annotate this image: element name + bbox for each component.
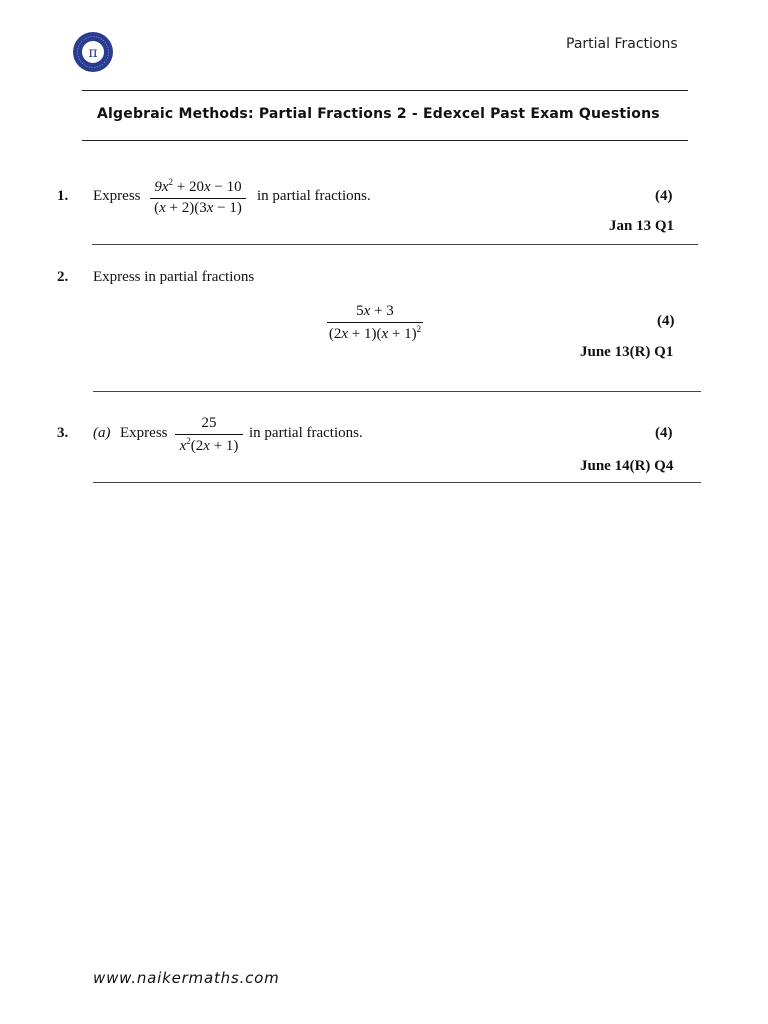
question-part (93, 425, 111, 442)
svg-text:π: π (88, 45, 98, 61)
marks: (4) (657, 313, 675, 329)
naikermaths-logo (72, 31, 114, 73)
question-text: Express in partial fractions (93, 269, 255, 285)
question-source: Jan 13 Q1 (609, 218, 675, 234)
fraction-numerator: 5x + 3 (356, 303, 394, 319)
page-title: Algebraic Methods: Partial Fractions 2 - Edexcel Past Exam Questions (97, 106, 660, 122)
question-number: 3. (57, 425, 69, 441)
question-fraction (150, 177, 246, 217)
question-number: 1. (57, 188, 69, 204)
question-text: in partial fractions. (249, 425, 363, 441)
fraction-numerator: 25 (201, 415, 217, 431)
marks: (4) (655, 425, 673, 441)
header-rule-bottom (82, 140, 688, 141)
fraction-denominator: (x + 2)(3x − 1) (154, 200, 242, 216)
question-fraction (175, 415, 243, 455)
question-text: Express (93, 188, 141, 204)
fraction-bar (175, 434, 243, 435)
header-topic: Partial Fractions (566, 36, 678, 52)
fraction-bar (327, 322, 423, 323)
question-number: 2. (57, 269, 69, 285)
question-source: June 14(R) Q4 (580, 458, 674, 474)
fraction-denominator: $x^2(2x + 1)$ (179, 436, 239, 454)
question-source: June 13(R) Q1 (580, 344, 674, 360)
fraction-bar (150, 198, 246, 199)
question-fraction (327, 303, 423, 343)
question-text: in partial fractions. (257, 188, 371, 204)
footer-website[interactable]: www.naikermaths.com (93, 969, 280, 987)
question-divider (92, 244, 698, 245)
question-part-label: (a) (93, 425, 111, 441)
marks: (4) (655, 188, 673, 204)
header-rule-top (82, 90, 688, 91)
fraction-denominator: $(2x + 1)(x + 1)^2$ (328, 324, 422, 342)
question-divider (93, 391, 701, 392)
question-text: Express (120, 425, 168, 441)
fraction-numerator: $9x^2 + 20x - 10$ (154, 177, 242, 195)
question-divider (93, 482, 701, 483)
